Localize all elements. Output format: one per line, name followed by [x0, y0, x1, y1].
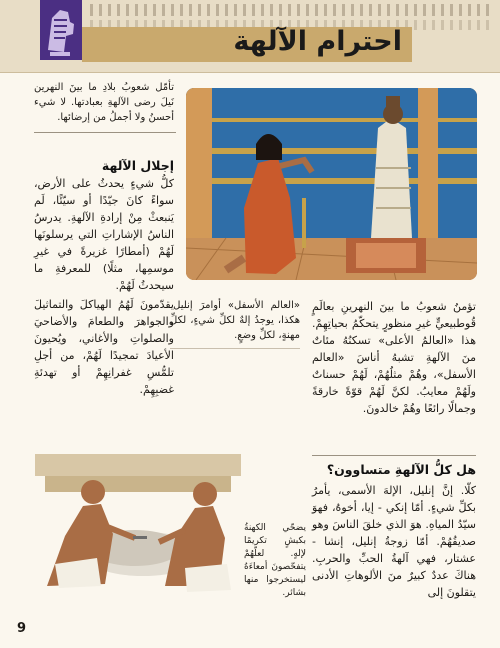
intro-text: تأمّل شعوبُ بلادِ ما بينَ النهرين نَيلَ رضى الآلهةِ بعبادتها. لا شيء أحسنُ ولا أجملُ من إرضائها.	[34, 82, 174, 123]
page-number: 9	[17, 621, 27, 636]
cuneiform-strip	[90, 4, 490, 16]
paragraph-upper-world: تؤمنُ شعوبُ ما بينَ النهرينِ بعالَمٍ قُوطبيعيٍّ غيرِ منظورٍ يتحكّمُ بحياتِهِمْ. هذا «العالمُ الأعلى» تسكنُهُ مئاتٌ منَ الآلهةِ تشبهُ أناسَ «العالم الأسفل»، وهُمْ مثلُهُمْ، لَهُمْ حسناتٌ ولَهُمْ معايبُ. لكنَّ لَهُمْ قوّةً خارقةً وجمالًا رائعًا وهُمْ خالدونَ.	[312, 300, 476, 415]
divider	[170, 348, 300, 349]
worship-illustration	[186, 88, 477, 280]
caption-gods: «العالم الأسفل» أوامرَ إنليل. هكذا، يوجدُ إلهٌ لكلِّ شيءٍ، لكلِّ مهنةٍ، لكلِّ وضعٍ.	[170, 300, 300, 341]
paragraph-gods-hierarchy: كلّا. إنَّ إنليل، الإلهَ الأسمى، يأمرُ بكلِّ شيءٍ. أمّا إنكي - إيا، أخوهُ، فهوَ سيّدُ المياهِ. هوَ الذي خلقَ الناسَ وهو صديقُهُمْ. أمّا زوجةُ إنليل، إنشا - عشتار، فهي آلهةُ الحبِّ والحربِ. هناكَ عددٌ كبيرٌ منَ الألوهاتِ الأدنى يتقلونَ إلى	[312, 484, 476, 599]
divider	[34, 132, 176, 133]
sacrifice-illustration	[35, 446, 241, 596]
section-heading-equal-gods: هل كلُّ الآلهةِ متساوون؟	[326, 462, 476, 477]
paragraph: يقدّمونَ لَهُمُ الهياكلَ والتماثيلَ والجواهرَ والطعامَ والأضاحيَ والصلواتِ والأغاني، ويُحيونَ الأعيادَ تمجيدًا لَهُمْ، من أجلِ تلمُّسِ غفرانِهِمْ أو تهدئةِ غضبِهِمْ.	[34, 298, 174, 396]
paragraph: كلُّ شيءٍ يحدثُ على الأرض، سواءً كانَ جيّدًا أو سيّئًا، لَم يَنبعثْ مِنْ إرادةِ الآلهةِ. يدرسُ الناسُ الإشاراتِ التي يرسلونَها لَهُمْ (أمطارًا غزيرةً في غيرِ موسمِها، مثلًا) للمعرفةِ ما سيحدثُ لَهُمْ.	[34, 177, 174, 292]
lamassu-logo	[40, 0, 82, 60]
page-title: احترام الآلهة	[233, 26, 402, 57]
caption-sacrifice: يضحّي الكهنةُ بكبشٍ تكريمًا لإلهٍ. لعلّهُمْ يتفحّصونَ أمعاءَهُ ليستخرجوا منها بشائر.	[244, 523, 306, 598]
section-heading-reverence: إجلال الآلهة	[101, 158, 174, 173]
divider	[312, 455, 476, 456]
